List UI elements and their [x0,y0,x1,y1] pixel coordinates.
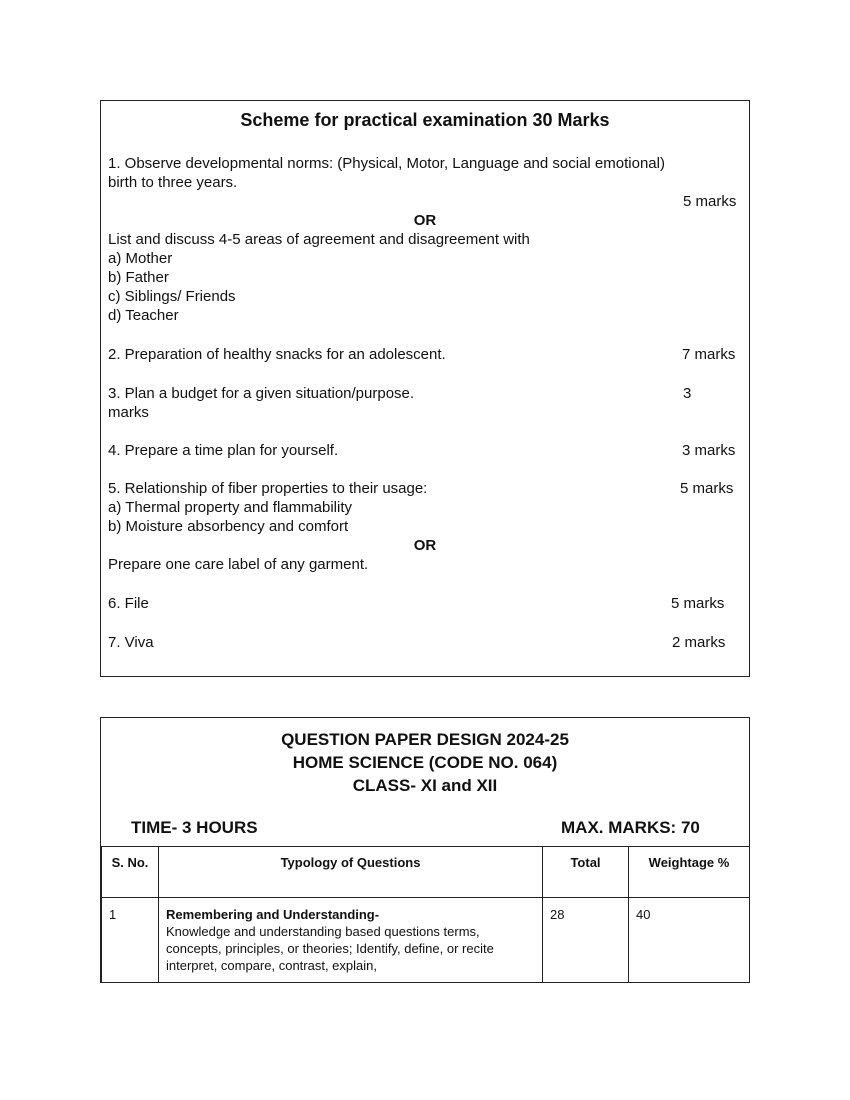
item5-marks: 5 marks [680,480,734,497]
item5-option: b) Moisture absorbency and comfort [108,518,349,535]
item5-option: a) Thermal property and flammability [108,499,352,516]
col-header-sno: S. No. [102,847,159,898]
table-header-row [102,847,750,898]
item2-marks: 7 marks [682,346,736,363]
typology-description: Knowledge and understanding based questions terms, concepts, principles, or theories; Identify, define, or recite interpret, compare, contrast, explain, [166,924,494,973]
alt-option: b) Father [108,269,169,286]
scheme-title: Scheme for practical examination 30 Marks [240,110,610,130]
item3-marks-word: marks [108,404,149,421]
item2-text: 2. Preparation of healthy snacks for an adolescent. [108,346,446,363]
class-heading: CLASS- XI and XII [352,776,498,795]
typology-title: Remembering and Understanding- [166,907,380,922]
item3-marks-number: 3 [683,385,692,402]
alt-option: d) Teacher [108,307,179,324]
cell-total: 28 [543,898,629,983]
item3-text: 3. Plan a budget for a given situation/purpose. [108,385,415,402]
cell-weightage: 40 [629,898,750,983]
item6-marks: 5 marks [671,595,725,612]
item4-text: 4. Prepare a time plan for yourself. [108,442,339,459]
alt-option: c) Siblings/ Friends [108,288,236,305]
alt-option: a) Mother [108,250,173,267]
item5-text: 5. Relationship of fiber properties to their usage: [108,480,428,497]
question-paper-design-box [100,717,750,983]
item7-text: 7. Viva [108,634,154,651]
max-marks-label: MAX. MARKS: 70 [561,818,700,837]
item5-alt: Prepare one care label of any garment. [108,556,369,573]
subject-heading: HOME SCIENCE (CODE NO. 064) [292,753,558,772]
or-divider-2: OR [413,537,437,554]
item1-marks: 5 marks [683,193,737,210]
item1-line1: 1. Observe developmental norms: (Physical, Motor, Language and social emotional) [108,155,665,172]
table-row [102,898,750,983]
question-typology-table [101,846,750,982]
cell-sno: 1 [102,898,159,983]
col-header-total: Total [543,847,629,898]
item7-marks: 2 marks [672,634,726,651]
design-heading: QUESTION PAPER DESIGN 2024-25 [281,730,569,749]
alt-intro: List and discuss 4-5 areas of agreement and disagreement with [108,231,530,248]
col-header-weightage: Weightage % [629,847,750,898]
col-header-typology: Typology of Questions [159,847,543,898]
cell-typology [159,898,543,983]
practical-scheme-box [100,100,750,677]
item1-line2: birth to three years. [108,174,238,191]
time-label: TIME- 3 HOURS [131,818,258,837]
item6-text: 6. File [108,595,149,612]
or-divider-1: OR [413,212,437,229]
item4-marks: 3 marks [682,442,736,459]
